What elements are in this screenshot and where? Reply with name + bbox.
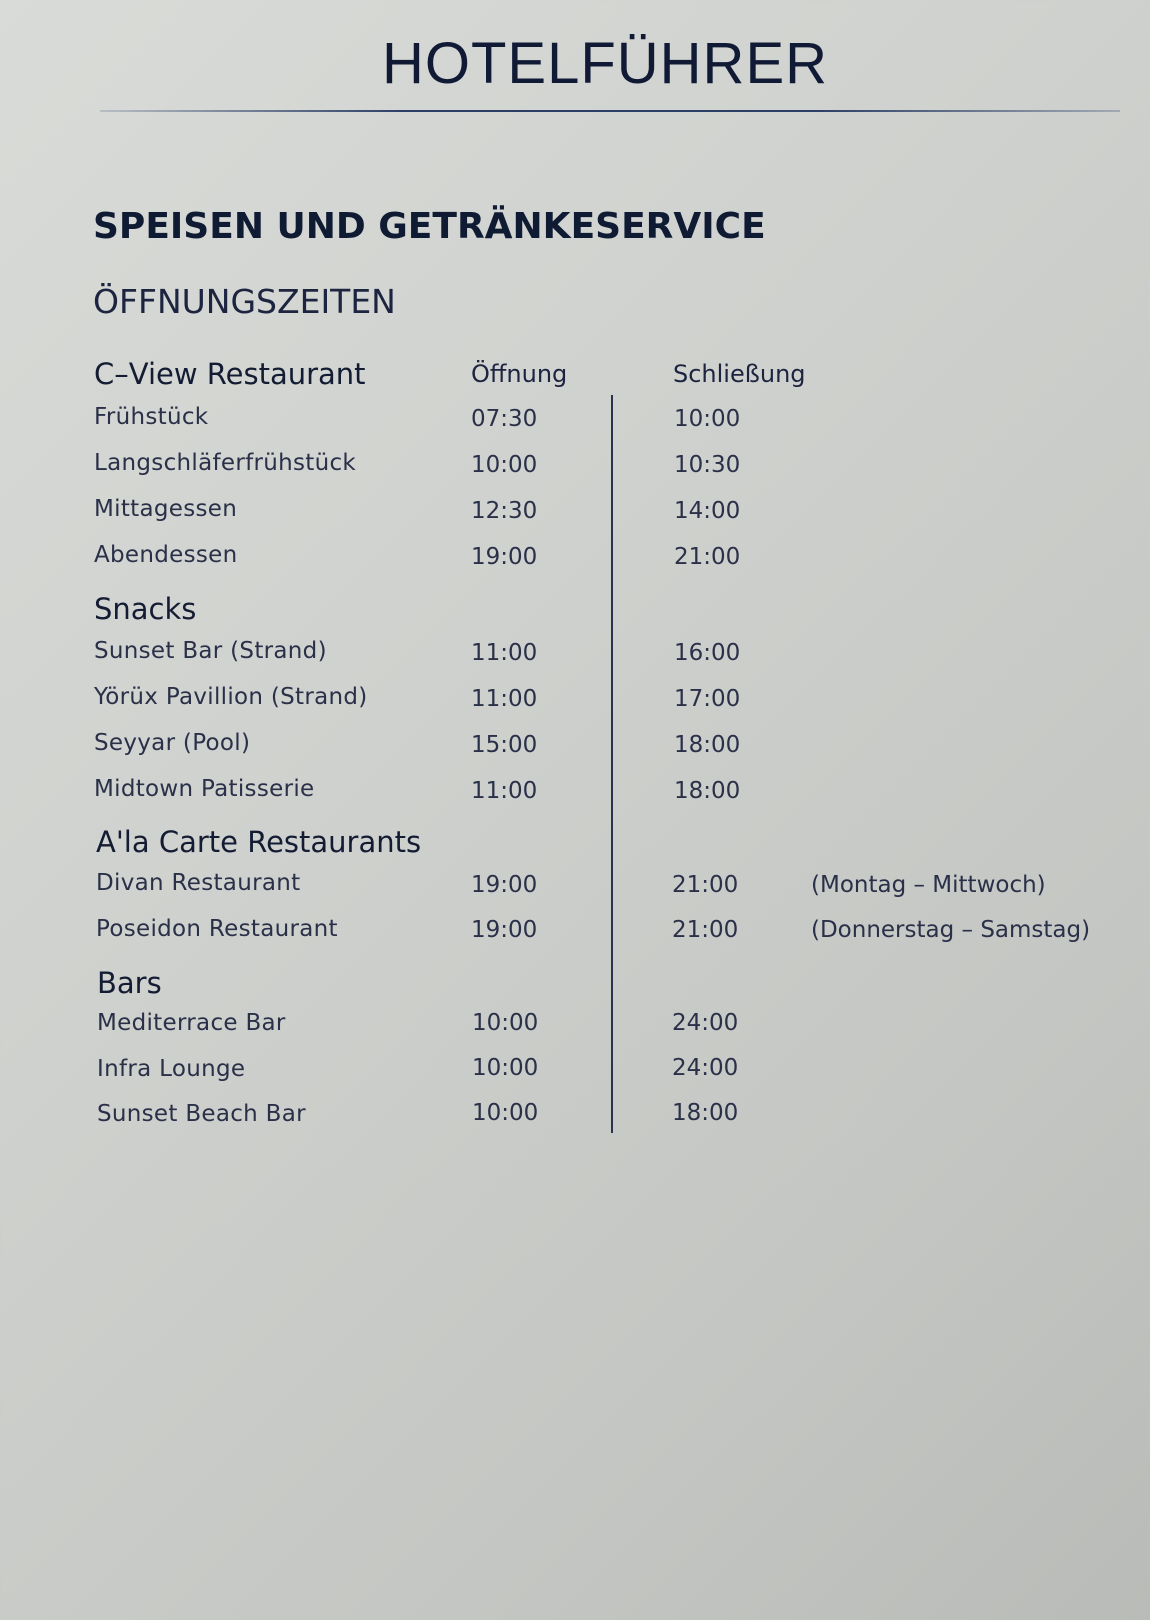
opening-time: 10:00 — [472, 1055, 539, 1081]
section-heading: SPEISEN UND GETRÄNKESERVICE — [93, 206, 766, 247]
row-name-abendessen: Abendessen — [94, 542, 238, 568]
page-title: HOTELFÜHRER — [381, 31, 829, 96]
group-title-snacks: Snacks — [94, 592, 197, 626]
opening-time: 10:00 — [472, 1010, 539, 1036]
closing-time: 24:00 — [672, 1010, 739, 1036]
closing-time: 14:00 — [674, 498, 741, 524]
day-note: (Montag – Mittwoch) — [811, 872, 1046, 898]
opening-time: 10:00 — [472, 1100, 539, 1126]
closing-time: 17:00 — [674, 686, 741, 712]
row-name-yoruex-pavillion: Yörüx Pavillion (Strand) — [94, 684, 368, 710]
closing-time: 10:30 — [674, 452, 741, 478]
subsection-heading: ÖFFNUNGSZEITEN — [93, 282, 396, 321]
opening-time: 11:00 — [471, 640, 538, 666]
opening-time: 12:30 — [471, 498, 538, 524]
opening-time: 15:00 — [471, 732, 538, 758]
row-name-sunset-beach-bar: Sunset Beach Bar — [97, 1101, 306, 1127]
row-name-sunset-bar: Sunset Bar (Strand) — [94, 638, 327, 664]
closing-time: 21:00 — [672, 872, 739, 898]
title-divider — [100, 110, 1120, 112]
closing-time: 18:00 — [674, 778, 741, 804]
opening-time: 19:00 — [471, 872, 538, 898]
opening-time: 19:00 — [471, 917, 538, 943]
row-name-midtown-patisserie: Midtown Patisserie — [94, 776, 315, 802]
closing-time: 21:00 — [672, 917, 739, 943]
row-name-infra-lounge: Infra Lounge — [97, 1056, 246, 1082]
opening-time: 10:00 — [471, 452, 538, 478]
column-header-opening: Öffnung — [471, 360, 568, 388]
row-name-mittagessen: Mittagessen — [94, 496, 238, 522]
row-name-fruehstueck: Frühstück — [94, 404, 209, 430]
closing-time: 10:00 — [674, 406, 741, 432]
column-header-closing: Schließung — [673, 360, 806, 388]
row-name-mediterrace-bar: Mediterrace Bar — [97, 1010, 286, 1036]
opening-time: 07:30 — [471, 406, 538, 432]
row-name-seyyar: Seyyar (Pool) — [94, 730, 251, 756]
row-name-langschlaeferfruehstueck: Langschläferfrühstück — [94, 450, 357, 476]
closing-time: 21:00 — [674, 544, 741, 570]
opening-time: 19:00 — [471, 544, 538, 570]
closing-time: 18:00 — [672, 1100, 739, 1126]
group-title-a-la-carte: A'la Carte Restaurants — [96, 825, 422, 859]
closing-time: 24:00 — [672, 1055, 739, 1081]
row-name-divan-restaurant: Divan Restaurant — [96, 870, 301, 896]
column-divider — [611, 395, 613, 1133]
group-title-c-view-restaurant: C–View Restaurant — [94, 357, 366, 391]
opening-time: 11:00 — [471, 686, 538, 712]
day-note: (Donnerstag – Samstag) — [811, 917, 1091, 943]
group-title-bars: Bars — [97, 966, 162, 1000]
row-name-poseidon-restaurant: Poseidon Restaurant — [96, 916, 338, 942]
closing-time: 16:00 — [674, 640, 741, 666]
opening-time: 11:00 — [471, 778, 538, 804]
closing-time: 18:00 — [674, 732, 741, 758]
